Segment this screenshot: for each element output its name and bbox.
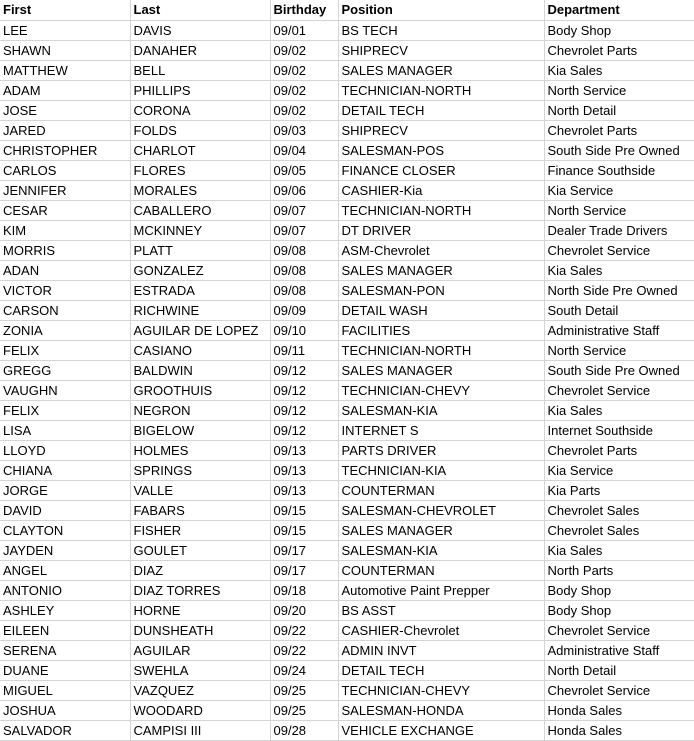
cell-first[interactable]: DAVID: [0, 500, 130, 520]
cell-last[interactable]: FOLDS: [130, 120, 270, 140]
cell-department[interactable]: Chevrolet Parts: [544, 440, 694, 460]
cell-last[interactable]: GROOTHUIS: [130, 380, 270, 400]
header-row: [0, 0, 694, 20]
table-row: [0, 40, 694, 60]
cell-department[interactable]: Chevrolet Service: [544, 680, 694, 700]
cell-birthday[interactable]: 09/09: [270, 300, 338, 320]
cell-position[interactable]: DETAIL TECH: [338, 100, 544, 120]
cell-position[interactable]: DETAIL WASH: [338, 300, 544, 320]
cell-first[interactable]: FELIX: [0, 340, 130, 360]
cell-last[interactable]: AGUILAR DE LOPEZ: [130, 320, 270, 340]
cell-birthday[interactable]: 09/28: [270, 720, 338, 740]
cell-birthday[interactable]: 09/12: [270, 420, 338, 440]
cell-first[interactable]: CHIANA: [0, 460, 130, 480]
cell-department[interactable]: Chevrolet Parts: [544, 40, 694, 60]
table-body: [0, 20, 694, 740]
cell-first[interactable]: JARED: [0, 120, 130, 140]
cell-last[interactable]: DANAHER: [130, 40, 270, 60]
header-birthday[interactable]: Birthday: [270, 0, 338, 20]
cell-birthday[interactable]: 09/20: [270, 600, 338, 620]
cell-department[interactable]: Administrative Staff: [544, 640, 694, 660]
cell-birthday[interactable]: 09/25: [270, 680, 338, 700]
table-row: [0, 380, 694, 400]
cell-position[interactable]: ADMIN INVT: [338, 640, 544, 660]
table-row: [0, 460, 694, 480]
cell-birthday[interactable]: 09/11: [270, 340, 338, 360]
cell-department[interactable]: Chevrolet Sales: [544, 520, 694, 540]
cell-last[interactable]: HORNE: [130, 600, 270, 620]
cell-department[interactable]: Kia Sales: [544, 540, 694, 560]
cell-department[interactable]: Chevrolet Parts: [544, 120, 694, 140]
table-row: [0, 680, 694, 700]
cell-birthday[interactable]: 09/02: [270, 80, 338, 100]
table-row: [0, 500, 694, 520]
cell-first[interactable]: LLOYD: [0, 440, 130, 460]
table-row: [0, 80, 694, 100]
table-row: [0, 720, 694, 740]
cell-department[interactable]: Internet Southside: [544, 420, 694, 440]
cell-position[interactable]: FACILITIES: [338, 320, 544, 340]
table-row: [0, 420, 694, 440]
cell-first[interactable]: CLAYTON: [0, 520, 130, 540]
cell-position[interactable]: SALESMAN-POS: [338, 140, 544, 160]
cell-position[interactable]: SALESMAN-PON: [338, 280, 544, 300]
table-row: [0, 560, 694, 580]
table-row: [0, 620, 694, 640]
cell-position[interactable]: TECHNICIAN-KIA: [338, 460, 544, 480]
cell-birthday[interactable]: 09/04: [270, 140, 338, 160]
cell-first[interactable]: ZONIA: [0, 320, 130, 340]
cell-birthday[interactable]: 09/25: [270, 700, 338, 720]
cell-last[interactable]: VALLE: [130, 480, 270, 500]
cell-birthday[interactable]: 09/12: [270, 360, 338, 380]
cell-position[interactable]: COUNTERMAN: [338, 480, 544, 500]
cell-last[interactable]: CAMPISI III: [130, 720, 270, 740]
cell-birthday[interactable]: 09/02: [270, 60, 338, 80]
cell-department[interactable]: Kia Sales: [544, 260, 694, 280]
cell-department[interactable]: North Service: [544, 80, 694, 100]
cell-first[interactable]: MORRIS: [0, 240, 130, 260]
cell-position[interactable]: SALES MANAGER: [338, 260, 544, 280]
header-department[interactable]: Department: [544, 0, 694, 20]
cell-birthday[interactable]: 09/13: [270, 460, 338, 480]
cell-birthday[interactable]: 09/06: [270, 180, 338, 200]
table-row: [0, 120, 694, 140]
cell-first[interactable]: EILEEN: [0, 620, 130, 640]
cell-first[interactable]: LEE: [0, 20, 130, 40]
cell-department[interactable]: Honda Sales: [544, 700, 694, 720]
cell-department[interactable]: North Side Pre Owned: [544, 280, 694, 300]
cell-birthday[interactable]: 09/18: [270, 580, 338, 600]
cell-position[interactable]: PARTS DRIVER: [338, 440, 544, 460]
cell-department[interactable]: North Service: [544, 200, 694, 220]
cell-last[interactable]: PLATT: [130, 240, 270, 260]
cell-last[interactable]: DIAZ: [130, 560, 270, 580]
cell-last[interactable]: CORONA: [130, 100, 270, 120]
cell-department[interactable]: North Parts: [544, 560, 694, 580]
cell-department[interactable]: Body Shop: [544, 580, 694, 600]
cell-department[interactable]: North Detail: [544, 100, 694, 120]
cell-last[interactable]: WOODARD: [130, 700, 270, 720]
cell-last[interactable]: HOLMES: [130, 440, 270, 460]
table-row: [0, 260, 694, 280]
table-row: [0, 340, 694, 360]
cell-birthday[interactable]: 09/12: [270, 380, 338, 400]
cell-position[interactable]: VEHICLE EXCHANGE: [338, 720, 544, 740]
cell-position[interactable]: ASM-Chevrolet: [338, 240, 544, 260]
cell-position[interactable]: SALESMAN-CHEVROLET: [338, 500, 544, 520]
cell-department[interactable]: Kia Service: [544, 460, 694, 480]
cell-first[interactable]: VAUGHN: [0, 380, 130, 400]
cell-first[interactable]: ASHLEY: [0, 600, 130, 620]
table-row: [0, 220, 694, 240]
cell-first[interactable]: CARSON: [0, 300, 130, 320]
cell-birthday[interactable]: 09/03: [270, 120, 338, 140]
cell-last[interactable]: DIAZ TORRES: [130, 580, 270, 600]
table-row: [0, 580, 694, 600]
table-row: [0, 60, 694, 80]
cell-birthday[interactable]: 09/13: [270, 440, 338, 460]
cell-first[interactable]: CHRISTOPHER: [0, 140, 130, 160]
header-last[interactable]: Last: [130, 0, 270, 20]
table-row: [0, 640, 694, 660]
cell-department[interactable]: Body Shop: [544, 600, 694, 620]
table-row: [0, 180, 694, 200]
cell-birthday[interactable]: 09/05: [270, 160, 338, 180]
cell-last[interactable]: VAZQUEZ: [130, 680, 270, 700]
cell-birthday[interactable]: 09/02: [270, 100, 338, 120]
cell-first[interactable]: JORGE: [0, 480, 130, 500]
table-row: [0, 400, 694, 420]
table-row: [0, 600, 694, 620]
cell-first[interactable]: LISA: [0, 420, 130, 440]
cell-last[interactable]: PHILLIPS: [130, 80, 270, 100]
cell-position[interactable]: TECHNICIAN-NORTH: [338, 340, 544, 360]
cell-department[interactable]: North Detail: [544, 660, 694, 680]
cell-last[interactable]: FABARS: [130, 500, 270, 520]
cell-department[interactable]: Chevrolet Service: [544, 380, 694, 400]
cell-last[interactable]: FISHER: [130, 520, 270, 540]
cell-position[interactable]: CASHIER-Chevrolet: [338, 620, 544, 640]
cell-position[interactable]: SHIPRECV: [338, 40, 544, 60]
cell-birthday[interactable]: 09/10: [270, 320, 338, 340]
cell-birthday[interactable]: 09/15: [270, 500, 338, 520]
cell-department[interactable]: Kia Parts: [544, 480, 694, 500]
cell-position[interactable]: SALES MANAGER: [338, 520, 544, 540]
cell-department[interactable]: South Side Pre Owned: [544, 360, 694, 380]
cell-birthday[interactable]: 09/24: [270, 660, 338, 680]
table-row: [0, 140, 694, 160]
cell-birthday[interactable]: 09/13: [270, 480, 338, 500]
cell-position[interactable]: SALES MANAGER: [338, 360, 544, 380]
cell-position[interactable]: DT DRIVER: [338, 220, 544, 240]
cell-position[interactable]: TECHNICIAN-CHEVY: [338, 380, 544, 400]
cell-last[interactable]: BIGELOW: [130, 420, 270, 440]
cell-birthday[interactable]: 09/12: [270, 400, 338, 420]
table-row: [0, 160, 694, 180]
cell-first[interactable]: SHAWN: [0, 40, 130, 60]
cell-position[interactable]: SALESMAN-KIA: [338, 400, 544, 420]
table-row: [0, 100, 694, 120]
cell-position[interactable]: Automotive Paint Prepper: [338, 580, 544, 600]
cell-position[interactable]: SALES MANAGER: [338, 60, 544, 80]
cell-department[interactable]: Kia Service: [544, 180, 694, 200]
cell-department[interactable]: Chevrolet Service: [544, 620, 694, 640]
cell-first[interactable]: MATTHEW: [0, 60, 130, 80]
cell-last[interactable]: AGUILAR: [130, 640, 270, 660]
cell-position[interactable]: CASHIER-Kia: [338, 180, 544, 200]
cell-department[interactable]: Kia Sales: [544, 400, 694, 420]
cell-last[interactable]: GONZALEZ: [130, 260, 270, 280]
header-position[interactable]: Position: [338, 0, 544, 20]
cell-position[interactable]: BS TECH: [338, 20, 544, 40]
cell-department[interactable]: South Side Pre Owned: [544, 140, 694, 160]
cell-position[interactable]: TECHNICIAN-CHEVY: [338, 680, 544, 700]
cell-first[interactable]: JENNIFER: [0, 180, 130, 200]
table-row: [0, 320, 694, 340]
cell-department[interactable]: Finance Southside: [544, 160, 694, 180]
header-first[interactable]: First: [0, 0, 130, 20]
cell-first[interactable]: JOSHUA: [0, 700, 130, 720]
cell-position[interactable]: TECHNICIAN-NORTH: [338, 200, 544, 220]
cell-position[interactable]: BS ASST: [338, 600, 544, 620]
cell-position[interactable]: SHIPRECV: [338, 120, 544, 140]
cell-first[interactable]: FELIX: [0, 400, 130, 420]
cell-last[interactable]: SPRINGS: [130, 460, 270, 480]
cell-department[interactable]: North Service: [544, 340, 694, 360]
cell-department[interactable]: Honda Sales: [544, 720, 694, 740]
cell-first[interactable]: MIGUEL: [0, 680, 130, 700]
cell-first[interactable]: KIM: [0, 220, 130, 240]
cell-last[interactable]: SWEHLA: [130, 660, 270, 680]
table-row: [0, 280, 694, 300]
cell-last[interactable]: MORALES: [130, 180, 270, 200]
cell-birthday[interactable]: 09/08: [270, 280, 338, 300]
cell-birthday[interactable]: 09/15: [270, 520, 338, 540]
cell-last[interactable]: RICHWINE: [130, 300, 270, 320]
cell-last[interactable]: MCKINNEY: [130, 220, 270, 240]
table-row: [0, 440, 694, 460]
cell-last[interactable]: ESTRADA: [130, 280, 270, 300]
cell-department[interactable]: Body Shop: [544, 20, 694, 40]
table-row: [0, 700, 694, 720]
cell-first[interactable]: CARLOS: [0, 160, 130, 180]
cell-birthday[interactable]: 09/22: [270, 620, 338, 640]
cell-first[interactable]: JOSE: [0, 100, 130, 120]
cell-birthday[interactable]: 09/02: [270, 40, 338, 60]
table-row: [0, 480, 694, 500]
cell-last[interactable]: CASIANO: [130, 340, 270, 360]
cell-position[interactable]: TECHNICIAN-NORTH: [338, 80, 544, 100]
cell-position[interactable]: FINANCE CLOSER: [338, 160, 544, 180]
cell-last[interactable]: CABALLERO: [130, 200, 270, 220]
cell-last[interactable]: DUNSHEATH: [130, 620, 270, 640]
table-row: [0, 520, 694, 540]
cell-first[interactable]: DUANE: [0, 660, 130, 680]
cell-first[interactable]: CESAR: [0, 200, 130, 220]
table-row: [0, 360, 694, 380]
table-row: [0, 540, 694, 560]
cell-birthday[interactable]: 09/22: [270, 640, 338, 660]
cell-department[interactable]: Chevrolet Service: [544, 240, 694, 260]
cell-birthday[interactable]: 09/07: [270, 220, 338, 240]
cell-last[interactable]: NEGRON: [130, 400, 270, 420]
cell-position[interactable]: DETAIL TECH: [338, 660, 544, 680]
cell-birthday[interactable]: 09/08: [270, 240, 338, 260]
cell-department[interactable]: South Detail: [544, 300, 694, 320]
cell-first[interactable]: VICTOR: [0, 280, 130, 300]
cell-birthday[interactable]: 09/08: [270, 260, 338, 280]
cell-first[interactable]: ADAN: [0, 260, 130, 280]
cell-department[interactable]: Kia Sales: [544, 60, 694, 80]
cell-position[interactable]: INTERNET S: [338, 420, 544, 440]
cell-department[interactable]: Administrative Staff: [544, 320, 694, 340]
cell-last[interactable]: DAVIS: [130, 20, 270, 40]
table-row: [0, 20, 694, 40]
cell-first[interactable]: ANGEL: [0, 560, 130, 580]
cell-birthday[interactable]: 09/01: [270, 20, 338, 40]
cell-birthday[interactable]: 09/17: [270, 540, 338, 560]
cell-first[interactable]: JAYDEN: [0, 540, 130, 560]
cell-position[interactable]: SALESMAN-KIA: [338, 540, 544, 560]
cell-position[interactable]: SALESMAN-HONDA: [338, 700, 544, 720]
table-row: [0, 240, 694, 260]
cell-birthday[interactable]: 09/07: [270, 200, 338, 220]
cell-department[interactable]: Chevrolet Sales: [544, 500, 694, 520]
cell-last[interactable]: FLORES: [130, 160, 270, 180]
cell-first[interactable]: GREGG: [0, 360, 130, 380]
cell-birthday[interactable]: 09/17: [270, 560, 338, 580]
cell-last[interactable]: BELL: [130, 60, 270, 80]
cell-first[interactable]: SERENA: [0, 640, 130, 660]
cell-first[interactable]: SALVADOR: [0, 720, 130, 740]
cell-first[interactable]: ADAM: [0, 80, 130, 100]
cell-department[interactable]: Dealer Trade Drivers: [544, 220, 694, 240]
cell-last[interactable]: BALDWIN: [130, 360, 270, 380]
table-row: [0, 300, 694, 320]
cell-last[interactable]: GOULET: [130, 540, 270, 560]
cell-first[interactable]: ANTONIO: [0, 580, 130, 600]
table-row: [0, 660, 694, 680]
table-row: [0, 200, 694, 220]
cell-last[interactable]: CHARLOT: [130, 140, 270, 160]
cell-position[interactable]: COUNTERMAN: [338, 560, 544, 580]
